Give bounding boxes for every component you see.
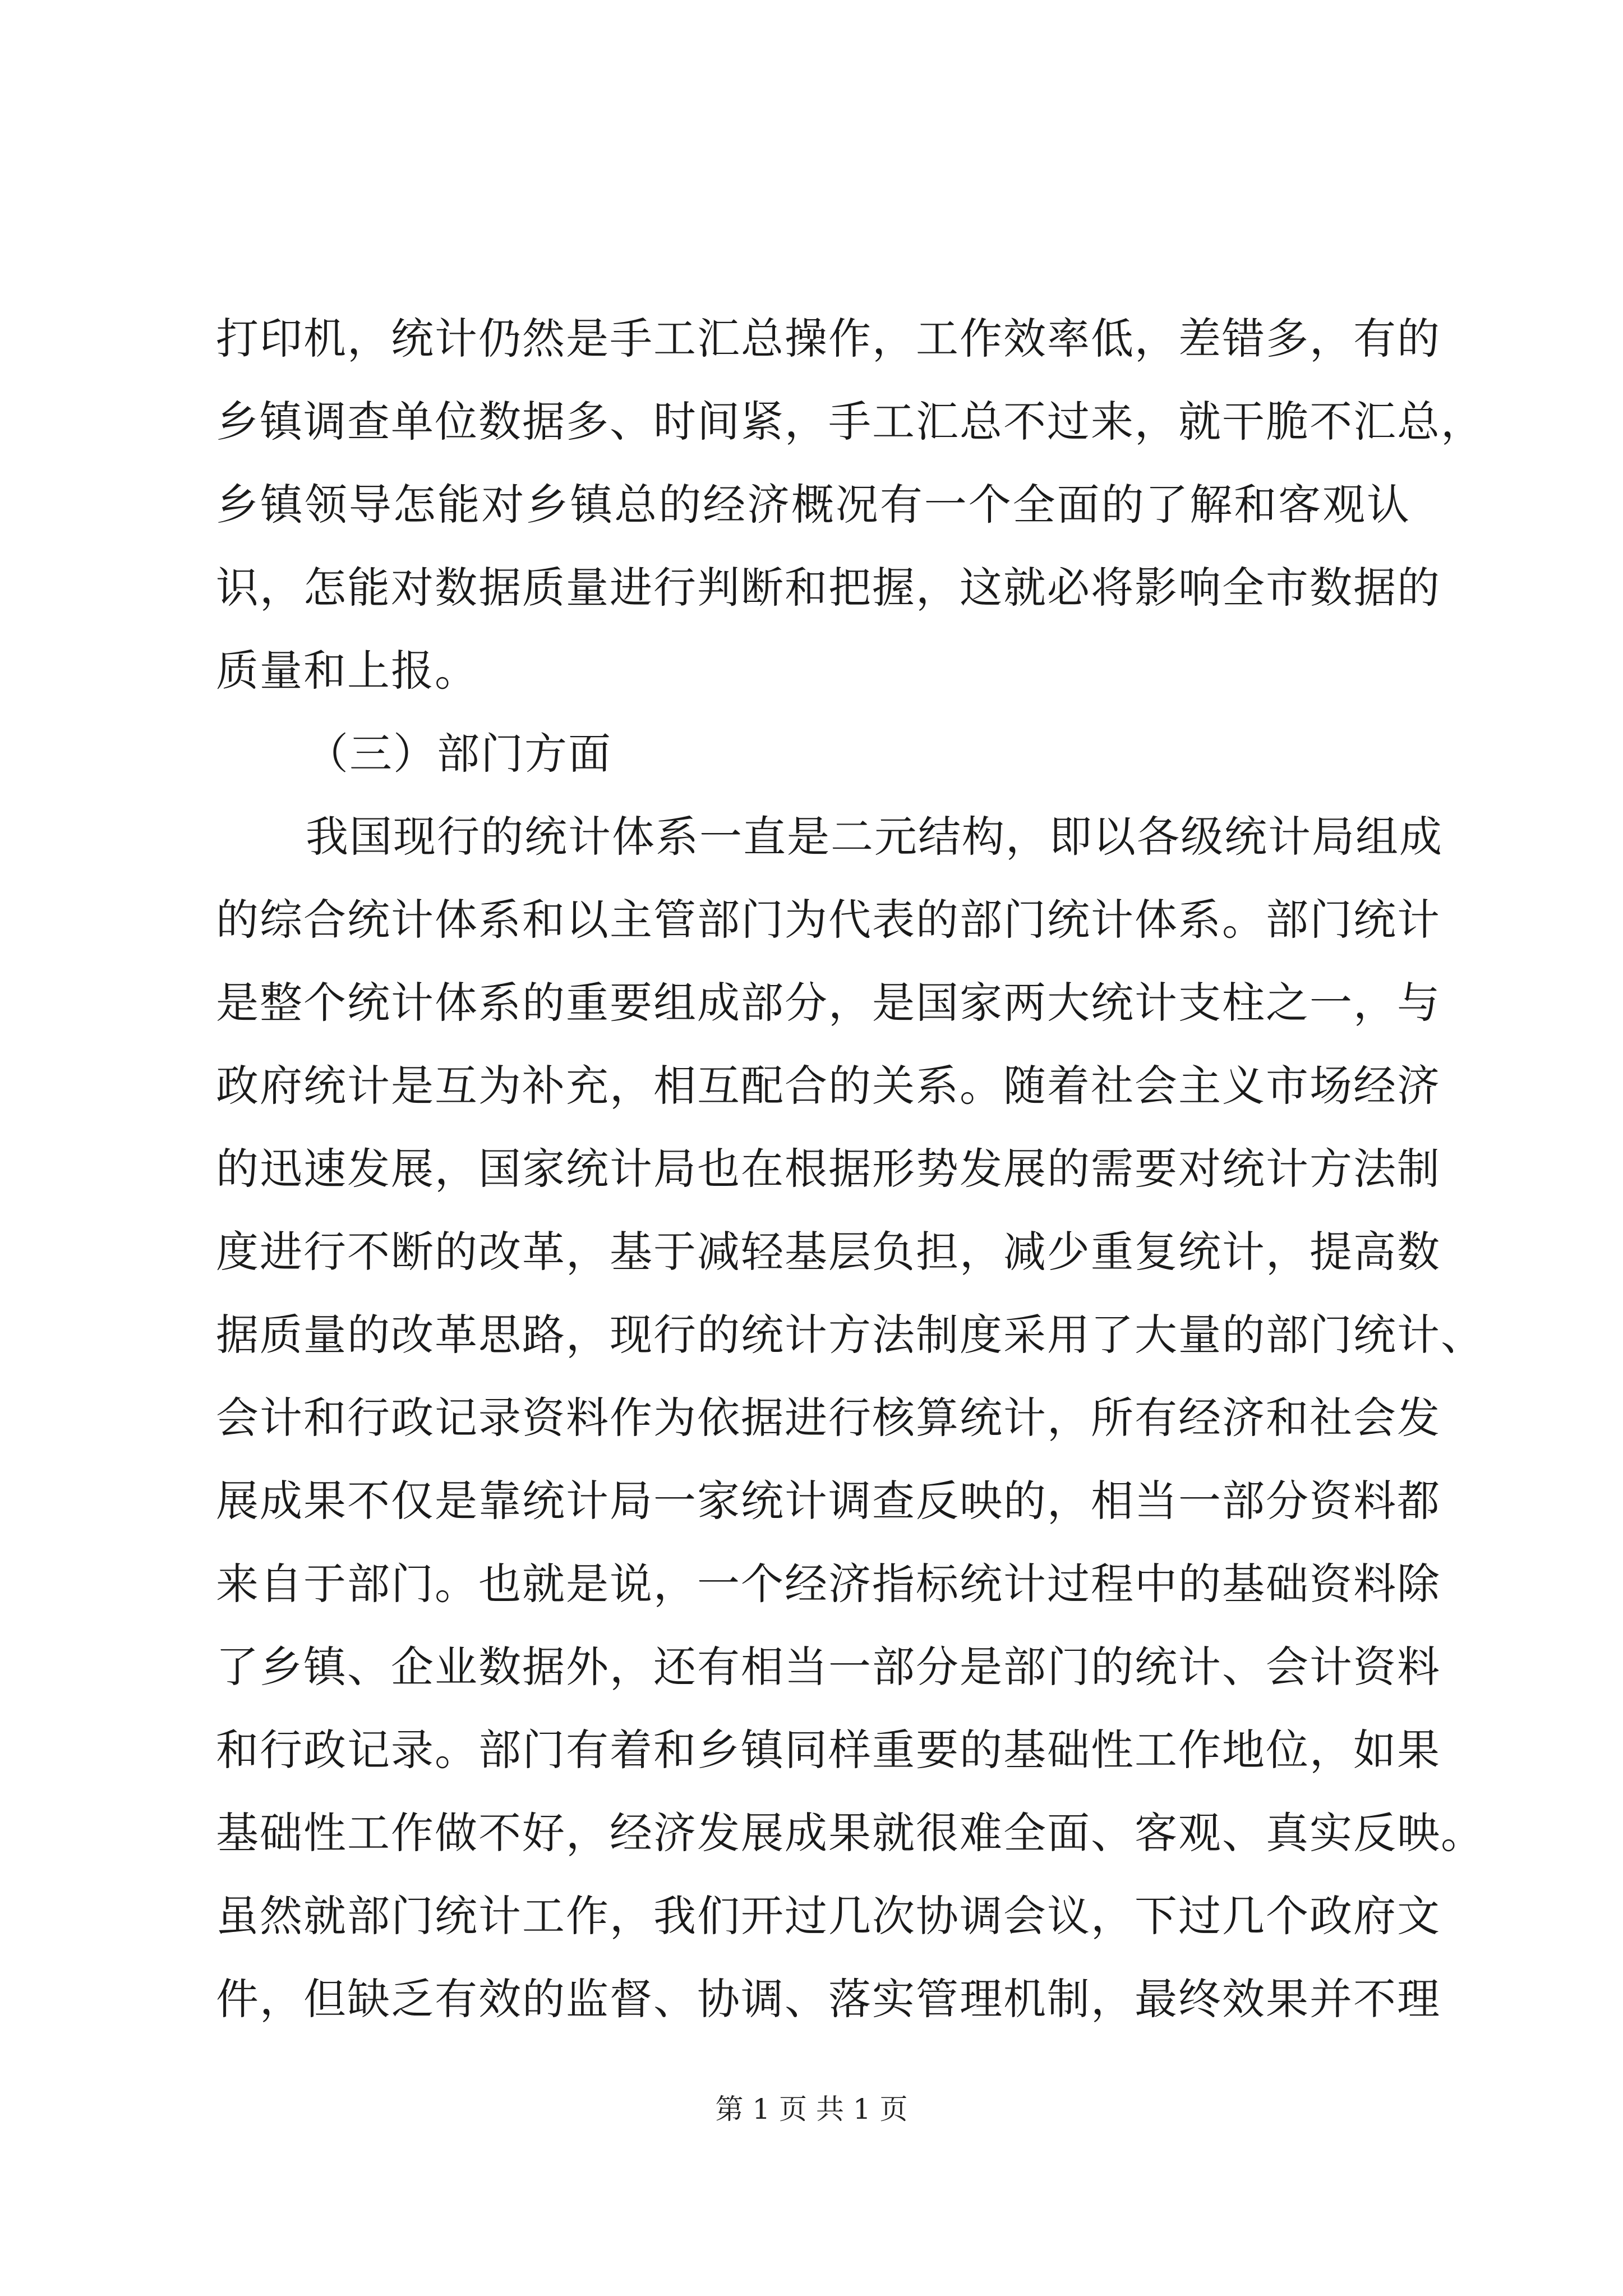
paragraph-first-line: 我国现行的统计体系一直是二元结构，即以各级统计局组成 (306, 812, 1443, 862)
page-footer (0, 2092, 1623, 2126)
text-line: 来自于部门。也就是说，一个经济指标统计过程中的基础资料除 (216, 1559, 1441, 1609)
text-line: 的迅速发展，国家统计局也在根据形势发展的需要对统计方法制 (216, 1144, 1441, 1194)
text-line: 乡镇领导怎能对乡镇总的经济概况有一个全面的了解和客观认 (216, 480, 1410, 530)
text-line: 度进行不断的改革，基于减轻基层负担，减少重复统计，提高数 (216, 1227, 1441, 1277)
text-line: 乡镇调查单位数据多、时间紧，手工汇总不过来，就干脆不汇总， (216, 397, 1484, 447)
text-line: 和行政记录。部门有着和乡镇同样重要的基础性工作地位，如果 (216, 1725, 1441, 1775)
page-number-label: 第 1 页 共 1 页 (715, 2093, 908, 2125)
text-line: 识，怎能对数据质量进行判断和把握，这就必将影响全市数据的 (216, 563, 1441, 613)
text-line: 展成果不仅是靠统计局一家统计调查反映的，相当一部分资料都 (216, 1476, 1441, 1526)
text-line: 虽然就部门统计工作，我们开过几次协调会议，下过几个政府文 (216, 1891, 1441, 1941)
section-heading: （三）部门方面 (306, 729, 612, 779)
text-line: 件，但缺乏有效的监督、协调、落实管理机制，最终效果并不理 (216, 1974, 1441, 2024)
text-line: 是整个统计体系的重要组成部分，是国家两大统计支柱之一，与 (216, 978, 1441, 1028)
text-line: 的综合统计体系和以主管部门为代表的部门统计体系。部门统计 (216, 895, 1441, 945)
text-line: 会计和行政记录资料作为依据进行核算统计，所有经济和社会发 (216, 1393, 1441, 1443)
text-line: 打印机，统计仍然是手工汇总操作，工作效率低，差错多，有的 (216, 314, 1441, 364)
text-line: 了乡镇、企业数据外，还有相当一部分是部门的统计、会计资料 (216, 1642, 1441, 1692)
text-line: 据质量的改革思路，现行的统计方法制度采用了大量的部门统计、 (216, 1310, 1484, 1360)
text-line: 基础性工作做不好，经济发展成果就很难全面、客观、真实反映。 (216, 1808, 1484, 1858)
text-line: 质量和上报。 (216, 646, 478, 696)
document-body (216, 297, 1484, 2041)
text-line: 政府统计是互为补充，相互配合的关系。随着社会主义市场经济 (216, 1061, 1441, 1111)
